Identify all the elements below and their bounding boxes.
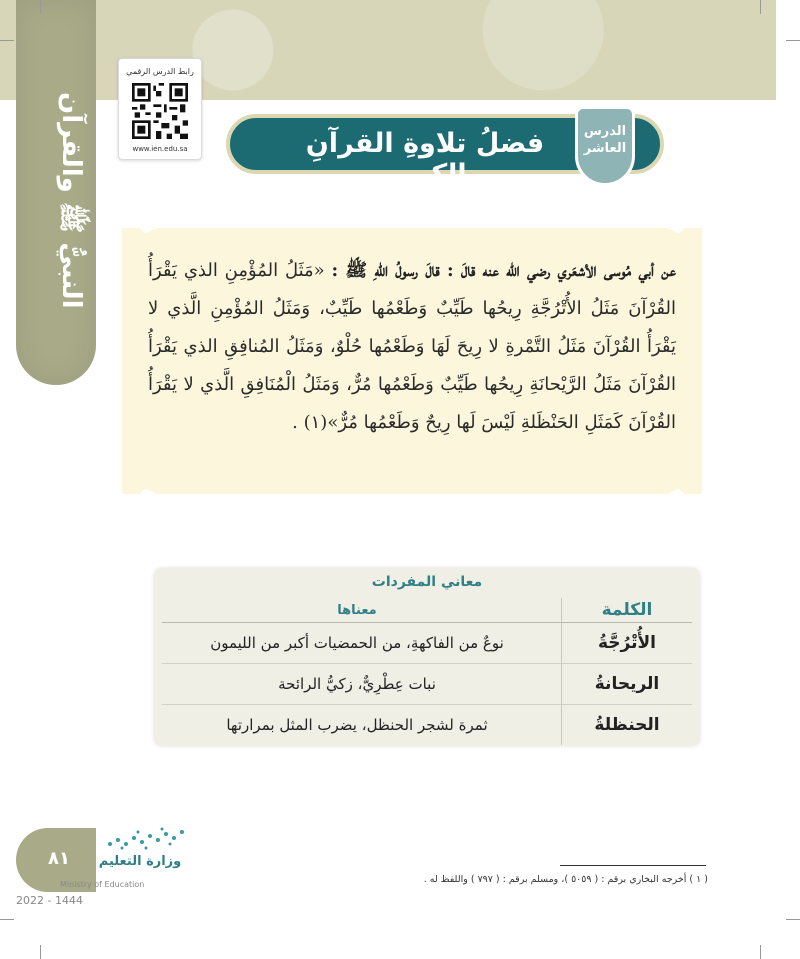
vocab-word: الريحانةُ <box>562 664 693 705</box>
vocab-word: الحنظلةُ <box>562 705 693 746</box>
side-unit-strip <box>16 0 96 385</box>
crop-mark <box>760 0 761 14</box>
lesson-tab-line2: العاشر <box>583 141 627 156</box>
table-row <box>162 623 692 664</box>
top-decor-band <box>0 0 776 100</box>
crop-mark <box>40 0 41 14</box>
vocab-meaning: نوعٌ من الفاكهةِ، من الحمضيات أكبر من الليمون <box>162 623 562 664</box>
qr-label: رابط الدرس الرقمي <box>126 67 194 76</box>
crop-mark <box>760 945 761 959</box>
ministry-logo-icon <box>100 826 190 852</box>
lesson-title: فضلُ تلاوةِ القرآنِ الكريم <box>305 128 545 190</box>
column-header-word: الكلمة <box>562 598 693 623</box>
crop-mark <box>786 40 800 41</box>
crop-mark <box>0 40 14 41</box>
qr-card[interactable] <box>118 58 202 160</box>
table-row <box>162 664 692 705</box>
vocabulary-heading: معاني المفردات <box>371 574 483 590</box>
vocabulary-box <box>154 568 700 746</box>
hadith-body: «مَثَلُ المُؤْمِنِ الذي يَقْرَأُ القُرْآنَ مَثَلُ الأُتْرُجَّةِ رِيحُها طَيِّبٌ وَطَعْمُها طَيِّبٌ، وَمَثَلُ المُؤْمِنِ الَّذي لا يَقْرَأُ القُرْآنَ مَثَلُ التَّمْرةِ لا رِيحَ لَهَا وَطَعْمُها حُلْوٌ، وَمَثَلُ المُنافِقِ الذي يَقْرَأُ القُرْآنَ مَثَلُ الرَّيْحانَةِ رِيحُها طَيِّبٌ وَطَعْمُها مُرٌّ، وَمَثَلُ الْمُنَافِقِ الَّذي لا يَقْرَأُ القُرْآنَ كَمَثَلِ الحَنْظَلةِ لَيْسَ لَها رِيحٌ وَطَعْمُها مُرٌّ» <box>148 260 676 433</box>
crop-mark <box>40 945 41 959</box>
table-header-row <box>162 598 692 623</box>
qr-code-icon[interactable] <box>132 83 188 139</box>
vocab-meaning: نبات عِطْرِيٌّ، زكيُّ الرائحة <box>162 664 562 705</box>
ministry-name-ar: وزارة التعليم <box>98 854 182 869</box>
hadith-text-block <box>148 252 676 442</box>
ministry-name-en: Ministry of Education <box>60 880 145 889</box>
lesson-number-tab <box>575 106 635 186</box>
hadith-reference-mark: (١) . <box>292 412 328 433</box>
table-row <box>162 705 692 746</box>
crop-mark <box>786 919 800 920</box>
hadith-intro: عن أبي مُوسى الأشعَري رضي الله عنه قالَ : قالَ رسولُ اللهِ ﷺ : <box>331 260 676 281</box>
page-number: ٨١ <box>48 848 70 869</box>
footnote: ( ١ ) أخرجه البخاري برقم : ( ٥٠٥٩ )، ومسلم برقم : ( ٧٩٧ ) واللفظ له . <box>423 874 708 885</box>
footnote-divider <box>560 865 706 866</box>
vocab-meaning: ثمرة لشجر الحنظل، يضرب المثل بمرارتها <box>162 705 562 746</box>
vocabulary-table <box>162 598 692 745</box>
unit-title: النبيُّ ﷺ والقرآن <box>56 92 86 309</box>
edition-year: 2022 - 1444 <box>16 894 83 907</box>
qr-url[interactable]: www.ien.edu.sa <box>132 145 188 153</box>
lesson-tab-line1: الدرس <box>583 124 627 139</box>
column-header-meaning: معناها <box>162 598 562 623</box>
crop-mark <box>0 919 14 920</box>
vocab-word: الأُتْرُجَّةُ <box>562 623 693 664</box>
